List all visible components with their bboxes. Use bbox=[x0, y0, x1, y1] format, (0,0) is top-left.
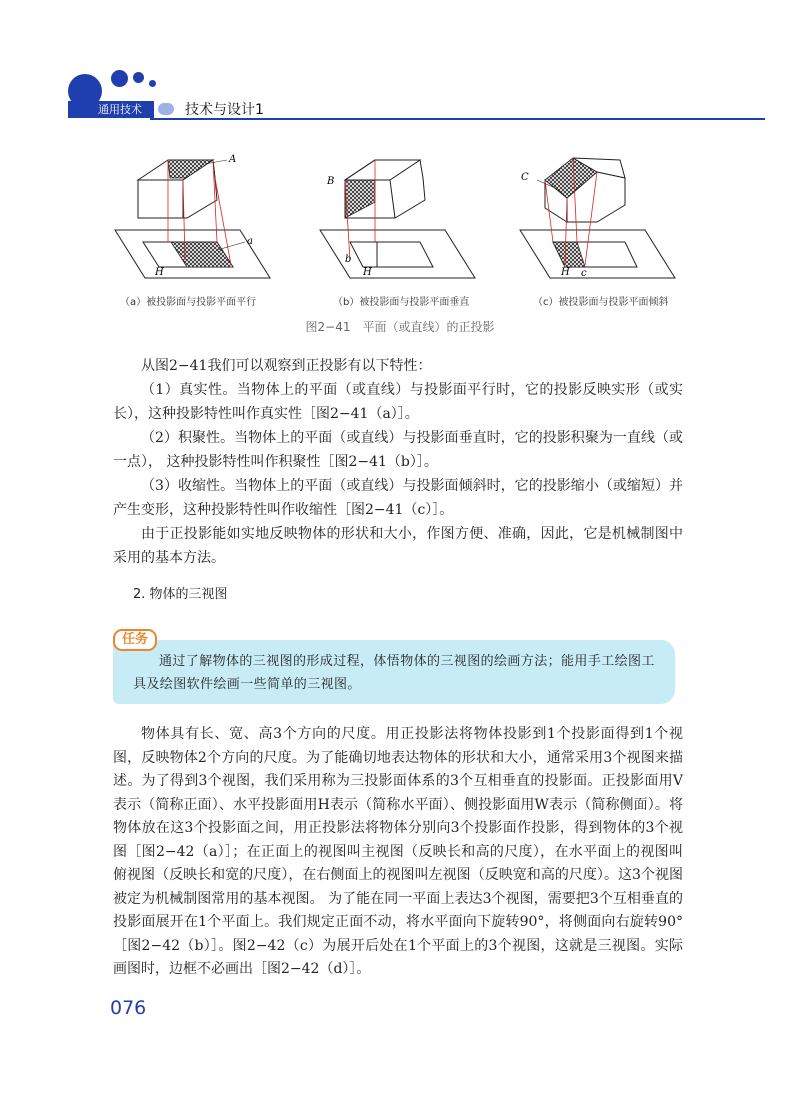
caption-c: （c）被投影面与投影平面倾斜 bbox=[533, 297, 669, 308]
header-dot-medium bbox=[111, 70, 128, 87]
label-B: B bbox=[327, 176, 335, 187]
header-rule bbox=[150, 118, 765, 120]
paragraph-1: 从图2−41我们可以观察到正投影有以下特性： bbox=[141, 358, 432, 374]
paragraph-5: 由于正投影能如实地反映物体的形状和大小，作图方便、准确，因此，它是机械制图中采用的基本方法。 bbox=[113, 526, 683, 566]
header-book-label: 通用技术 bbox=[68, 101, 154, 118]
label-A: A bbox=[229, 154, 237, 165]
task-tag: 任务 bbox=[113, 629, 157, 651]
caption-b: （b）被投影面与投影平面垂直 bbox=[333, 297, 470, 308]
label-a: a bbox=[247, 236, 253, 247]
header-title: 技术与设计1 bbox=[185, 102, 264, 118]
paragraph-3: （2）积聚性。当物体上的平面（或直线）与投影面垂直时，它的投影积聚为一直线（或一点）， 这种投影特性叫作积聚性［图2−41（b）］。 bbox=[113, 430, 683, 470]
page-number: 076 bbox=[110, 997, 147, 1019]
label-H-c: H bbox=[561, 267, 570, 278]
label-C: C bbox=[521, 172, 529, 183]
figure-panel-a bbox=[105, 150, 275, 290]
paragraph-6: 物体具有长、宽、高3个方向的尺度。用正投影法将物体投影到1个投影面得到1个视图，反映物体2个方向的尺度。为了能确切地表达物体的形状和大小，通常采用3个视图来描述。为了得到3个视图，我们采用称为三投影面体系的3个互相垂直的投影面。正投影面用V表示（简称正面）、水平投影面用H表示（简称水平面）、侧投影面用W表示（简称侧面）。将物体放在这3个投影面之间，用正投影法将物体分别向3个投影面作投影，得到物体的3个视图［图2−42（a）］；在正面上的视图叫主视图（反映长和高的尺度），在水平面上的视图叫俯视图（反映长和宽的尺度），在右侧面上的视图叫左视图（反映宽和高的尺度）。这3个视图被定为机械制图常用的基本视图。 为了能在同一平面上表达3个视图，需要把3个互相垂直的投影面展开在1个平面上。我们规定正面不动，将水平面向下旋转90°，将侧面向右旋转90° ［图2−42（b）］。图2−42（c）为展开后处在1个平面上的3个视图，这就是三视图。实际画图时，边框不必画出［图2−42（d）］。 bbox=[113, 726, 697, 977]
label-b: b bbox=[345, 254, 352, 265]
figure-panel-c bbox=[515, 150, 685, 290]
task-text: 通过了解物体的三视图的形成过程，体悟物体的三视图的绘画方法；能用手工绘图工具及绘图软件绘画一些简单的三视图。 bbox=[133, 654, 655, 692]
header-dot-small bbox=[133, 72, 144, 83]
section-title: 2. 物体的三视图 bbox=[133, 587, 228, 602]
label-H-b: H bbox=[363, 267, 372, 278]
caption-a: （a）被投影面与投影平面平行 bbox=[120, 297, 257, 308]
label-c: c bbox=[581, 268, 587, 279]
figure-caption: 图2−41 平面（或直线）的正投影 bbox=[305, 320, 495, 334]
figure-panel-b bbox=[315, 150, 485, 290]
paragraph-2: （1）真实性。当物体上的平面（或直线）与投影面平行时，它的投影反映实形（或实长），这种投影特性叫作真实性［图2−41（a）］。 bbox=[113, 382, 683, 422]
header-dot-tiny bbox=[149, 80, 156, 87]
paragraph-4: （3）收缩性。当物体上的平面（或直线）与投影面倾斜时，它的投影缩小（或缩短）并产生变形，这种投影特性叫作收缩性［图2−41（c）］。 bbox=[113, 478, 683, 518]
label-H-a: H bbox=[155, 267, 164, 278]
header-badge bbox=[158, 103, 174, 115]
